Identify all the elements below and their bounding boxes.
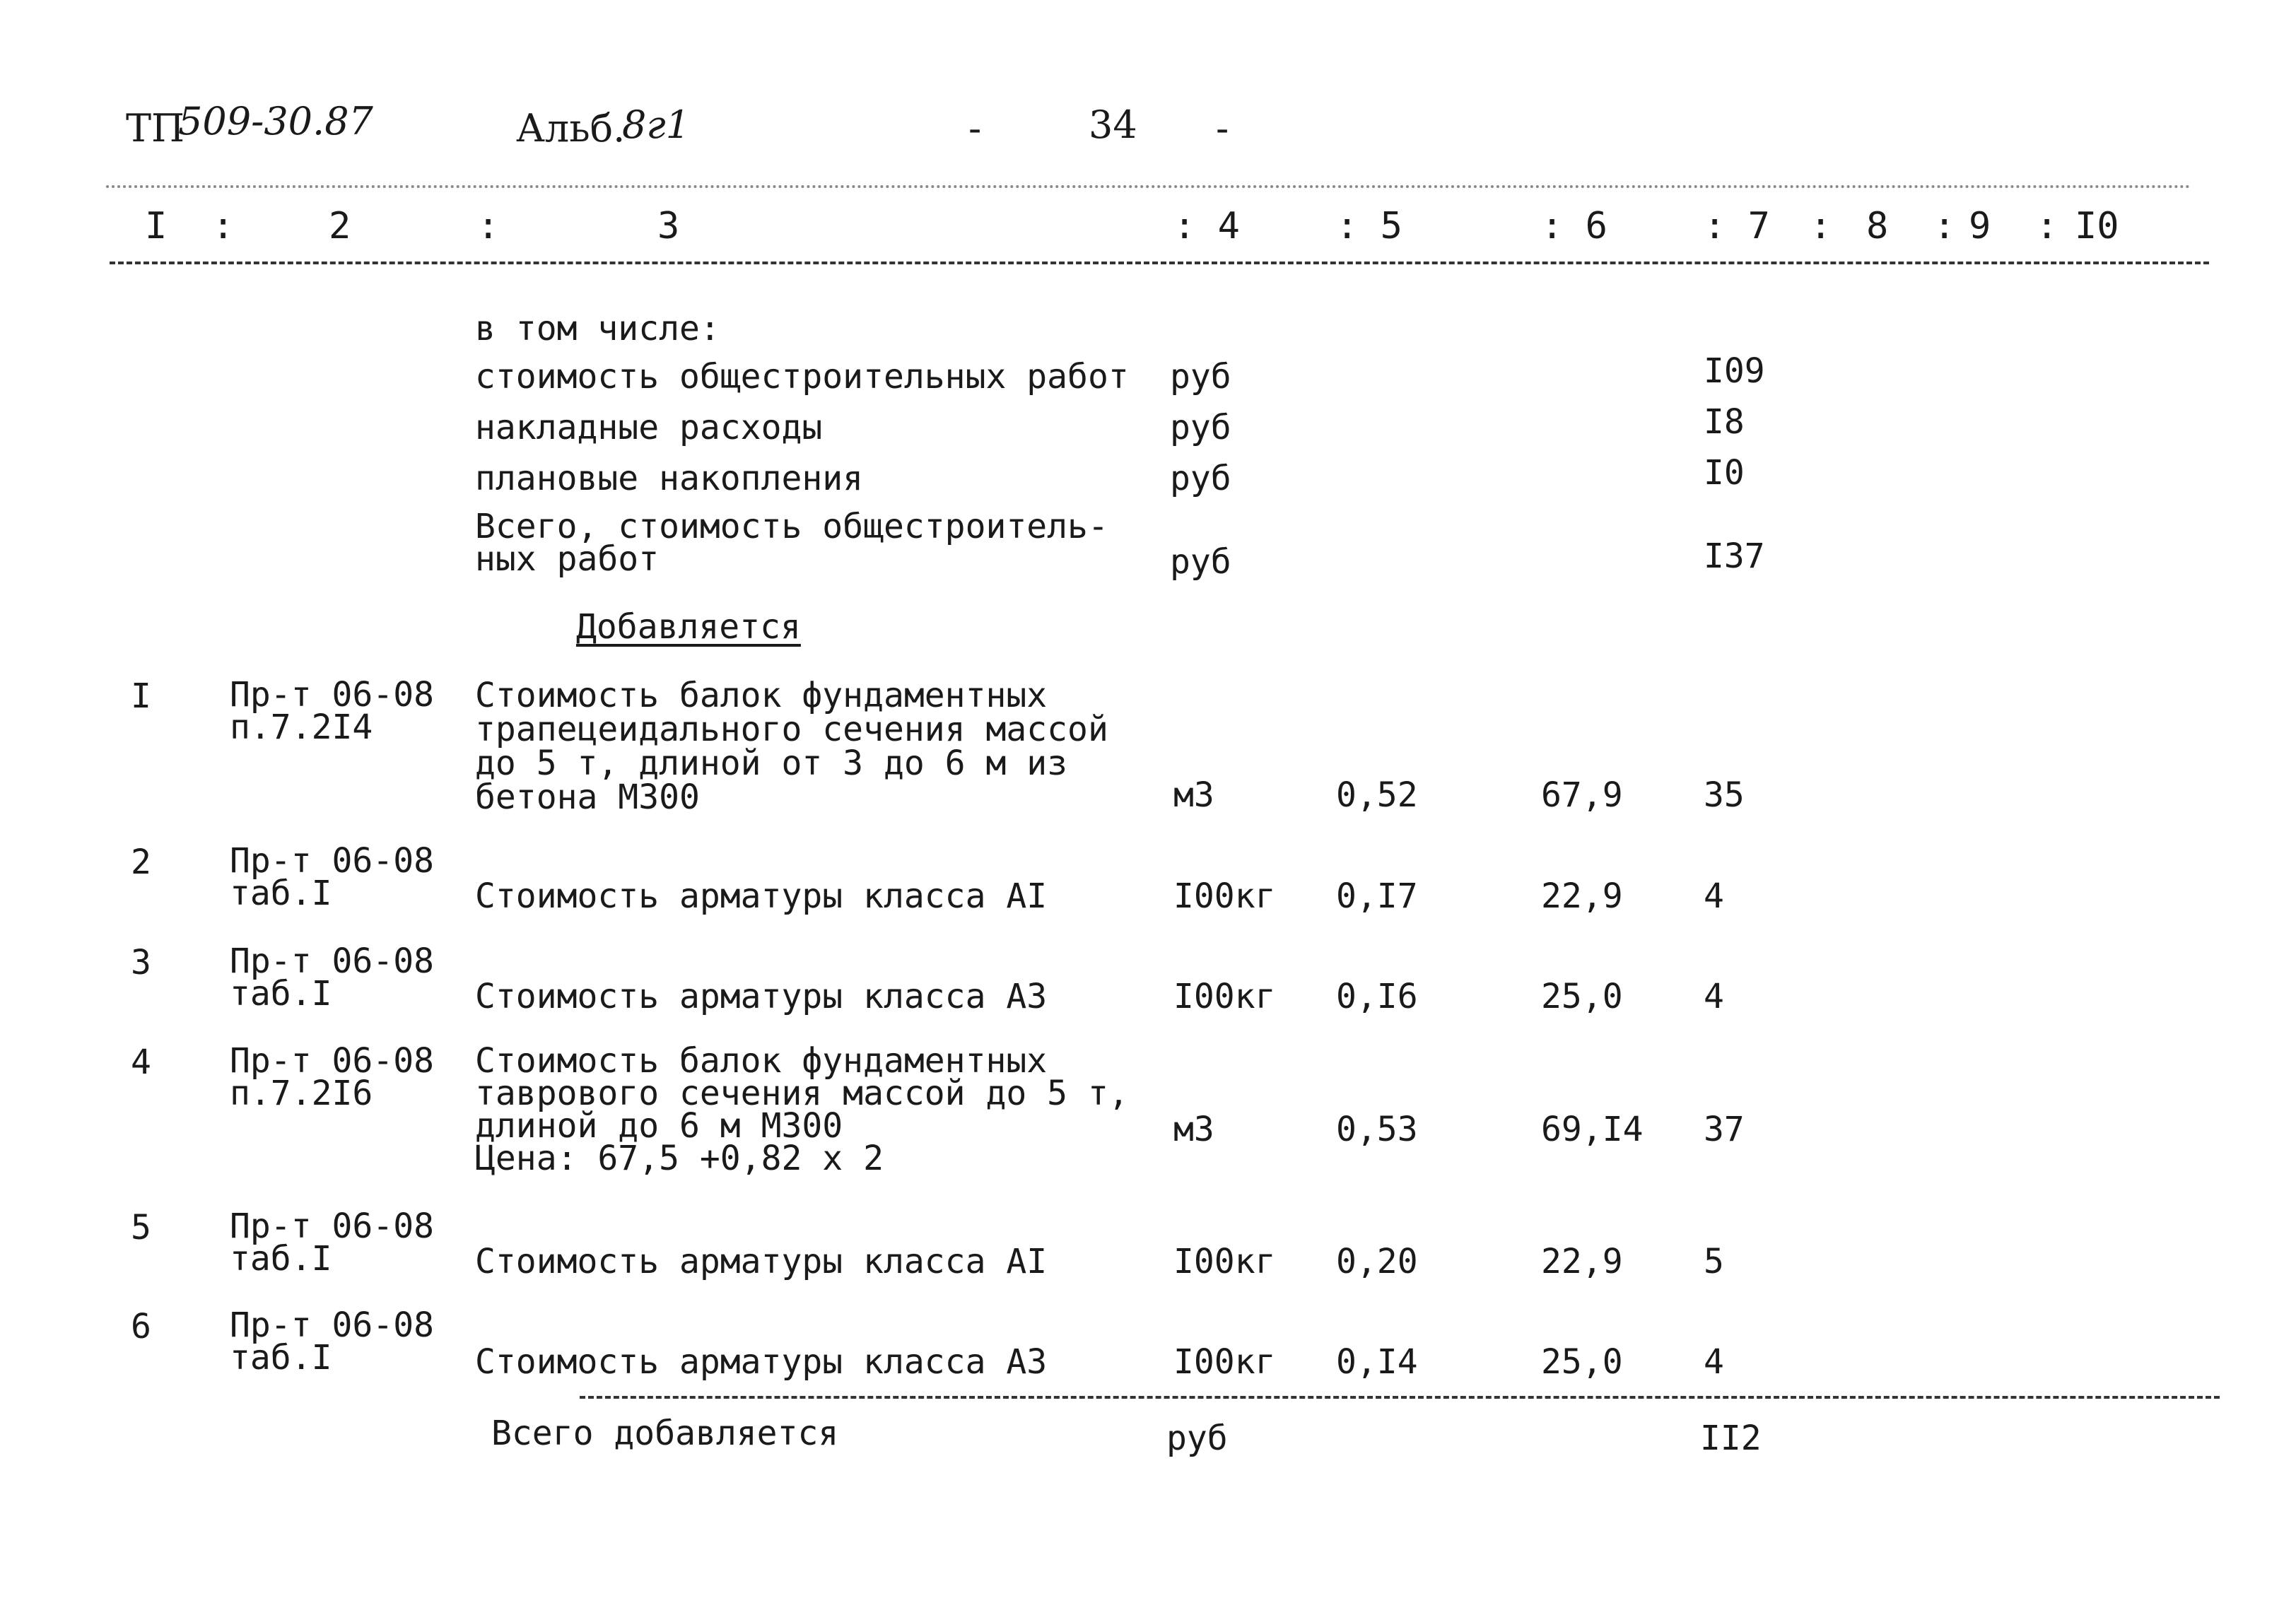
row-unit-price: 67,9 (1541, 775, 1623, 815)
row-unit: м3 (1173, 1110, 1214, 1149)
row-description: Стоимость балок фундаментных трапецеидального сечения массой до 5 т, длиной от 3 до 6 м из бетона М300 (475, 676, 1108, 817)
row-reference: Пр-т 06-08 п.7.2I4 (230, 675, 434, 747)
column-label: 2 (329, 205, 351, 247)
row-unit-price: 22,9 (1541, 1242, 1623, 1281)
row-total: 4 (1704, 876, 1724, 916)
row-total: 35 (1704, 775, 1745, 815)
row-unit-price: 25,0 (1541, 1342, 1623, 1382)
column-label: : 6 (1541, 205, 1607, 247)
row-number: 5 (131, 1208, 151, 1247)
row-unit: I00кг (1173, 1242, 1276, 1281)
column-separator: : (477, 205, 500, 247)
header-top-rule (106, 185, 2191, 188)
page-number: 34 (1089, 102, 1137, 147)
subtotal-row-value: I8 (1704, 402, 1745, 442)
row-description: Стоимость арматуры класса АI (475, 876, 1048, 916)
row-number: 2 (131, 842, 151, 882)
row-quantity: 0,53 (1336, 1110, 1418, 1149)
row-quantity: 0,52 (1336, 775, 1418, 815)
column-separator: : (212, 205, 235, 247)
row-quantity: 0,20 (1336, 1242, 1418, 1281)
row-unit: I00кг (1173, 1342, 1276, 1382)
row-number: 4 (131, 1043, 151, 1082)
row-description: Стоимость арматуры класса А3 (475, 977, 1048, 1016)
album-number: 8г1 (622, 102, 691, 147)
grand-total-value: II2 (1700, 1419, 1762, 1458)
row-reference: Пр-т 06-08 таб.I (230, 1305, 434, 1378)
row-reference: Пр-т 06-08 таб.I (230, 941, 434, 1014)
row-description: Стоимость арматуры класса АI (475, 1242, 1048, 1281)
page-dash-left: - (968, 106, 982, 151)
row-total: 37 (1704, 1110, 1745, 1149)
subtotal-row-name: Всего, стоимость общестроитель- ных работ (475, 507, 1108, 579)
column-separator: : (1933, 205, 1956, 247)
column-header-rule (110, 262, 2209, 264)
row-reference: Пр-т 06-08 п.7.2I6 (230, 1041, 434, 1113)
column-label: : 7 (1704, 205, 1770, 247)
subtotal-row-unit: руб (1170, 542, 1231, 582)
subtotal-row-value: I37 (1704, 536, 1765, 576)
column-label: I0 (2075, 205, 2119, 247)
row-unit-price: 22,9 (1541, 876, 1623, 916)
section-title: Добавляется (576, 607, 801, 647)
subtotal-intro: в том числе: (475, 309, 720, 348)
row-reference: Пр-т 06-08 таб.I (230, 841, 434, 913)
row-quantity: 0,I6 (1336, 977, 1418, 1016)
subtotal-row-unit: руб (1170, 408, 1231, 447)
row-description: Стоимость арматуры класса А3 (475, 1342, 1048, 1382)
row-reference: Пр-т 06-08 таб.I (230, 1206, 434, 1279)
row-total: 5 (1704, 1242, 1724, 1281)
column-label: 9 (1969, 205, 1991, 247)
row-unit-price: 69,I4 (1541, 1110, 1644, 1149)
doc-number: 509-30.87 (178, 99, 373, 143)
column-separator: : (2036, 205, 2058, 247)
row-total: 4 (1704, 977, 1724, 1016)
subtotal-row-name: стоимость общестроительных работ (475, 357, 1129, 397)
column-label: : 5 (1336, 205, 1402, 247)
row-unit: м3 (1173, 775, 1214, 815)
row-unit-price: 25,0 (1541, 977, 1623, 1016)
row-unit: I00кг (1173, 876, 1276, 916)
row-number: 3 (131, 943, 151, 982)
total-separator-rule (580, 1396, 2220, 1399)
column-label: : 4 (1173, 205, 1240, 247)
subtotal-row-name: накладные расходы (475, 408, 823, 447)
row-number: I (131, 676, 151, 716)
row-total: 4 (1704, 1342, 1724, 1382)
subtotal-row-value: I0 (1704, 453, 1745, 493)
subtotal-row-value: I09 (1704, 351, 1765, 391)
album-label: Альб. (516, 106, 626, 151)
column-separator: : (1810, 205, 1832, 247)
subtotal-row-name: плановые накопления (475, 459, 864, 498)
doc-prefix: ТП (126, 106, 185, 151)
row-quantity: 0,I7 (1336, 876, 1418, 916)
column-label: 3 (657, 205, 680, 247)
subtotal-row-unit: руб (1170, 459, 1231, 498)
row-description: Стоимость балок фундаментных таврового сечения массой до 5 т, длиной до 6 м М300 Цена: 67,5 +0,82 х 2 (475, 1041, 1129, 1178)
page-dash-right: - (1216, 106, 1229, 151)
row-unit: I00кг (1173, 977, 1276, 1016)
column-label: 8 (1866, 205, 1889, 247)
row-quantity: 0,I4 (1336, 1342, 1418, 1382)
grand-total-unit: руб (1166, 1419, 1228, 1458)
subtotal-row-unit: руб (1170, 357, 1231, 397)
column-label: I (145, 205, 168, 247)
grand-total-label: Всего добавляется (491, 1414, 839, 1453)
row-number: 6 (131, 1307, 151, 1346)
